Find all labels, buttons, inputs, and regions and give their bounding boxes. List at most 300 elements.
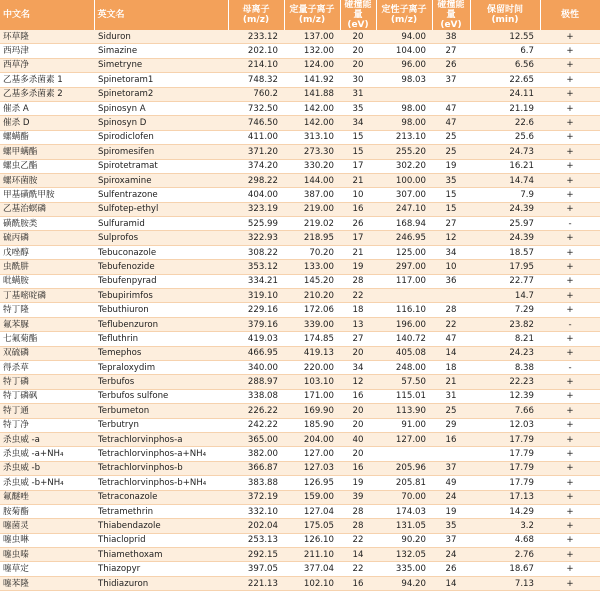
- cell-en-name: Sulfuramid: [94, 217, 228, 231]
- cell-en-name: Spirodiclofen: [94, 130, 228, 144]
- table-row: [0, 289, 600, 303]
- cell-polarity: +: [540, 130, 600, 144]
- cell-retention-time: 8.21: [470, 332, 540, 346]
- table-row: [0, 504, 600, 518]
- cell-en-name: Sulprofos: [94, 231, 228, 245]
- table-row: [0, 418, 600, 432]
- cell-retention-time: 4.68: [470, 533, 540, 547]
- cell-retention-time: 7.13: [470, 576, 540, 590]
- cell-quant-ion: 133.00: [284, 260, 340, 274]
- cell-collision-energy-1: 19: [340, 476, 376, 490]
- table-row: [0, 548, 600, 562]
- cell-retention-time: 12.55: [470, 30, 540, 44]
- cell-qual-ion: 98.00: [376, 101, 432, 115]
- cell-cn-name: 催杀 D: [0, 116, 94, 130]
- cell-collision-energy-2: 14: [432, 346, 470, 360]
- table-row: [0, 533, 600, 547]
- cell-collision-energy-1: 20: [340, 418, 376, 432]
- cell-qual-ion: 98.03: [376, 73, 432, 87]
- cell-collision-energy-2: 26: [432, 562, 470, 576]
- cell-collision-energy-2: 26: [432, 58, 470, 72]
- table-row: [0, 231, 600, 245]
- cell-collision-energy-2: 35: [432, 173, 470, 187]
- cell-collision-energy-1: 17: [340, 159, 376, 173]
- table-row: [0, 360, 600, 374]
- cell-quant-ion: 339.00: [284, 317, 340, 331]
- cell-en-name: Tebuconazole: [94, 245, 228, 259]
- cell-qual-ion: 335.00: [376, 562, 432, 576]
- cell-retention-time: 22.77: [470, 274, 540, 288]
- cell-collision-energy-1: 35: [340, 101, 376, 115]
- cell-polarity: +: [540, 58, 600, 72]
- cell-polarity: +: [540, 116, 600, 130]
- cell-retention-time: 7.66: [470, 404, 540, 418]
- cell-quant-ion: 210.20: [284, 289, 340, 303]
- cell-precursor-ion: 332.10: [228, 504, 284, 518]
- cell-precursor-ion: 419.03: [228, 332, 284, 346]
- cell-collision-energy-2: 38: [432, 30, 470, 44]
- cell-en-name: Terbumeton: [94, 404, 228, 418]
- cell-collision-energy-2: 19: [432, 504, 470, 518]
- cell-qual-ion: [376, 447, 432, 461]
- cell-polarity: +: [540, 576, 600, 590]
- cell-cn-name: 噻草定: [0, 562, 94, 576]
- cell-retention-time: 12.39: [470, 389, 540, 403]
- cell-collision-energy-1: 31: [340, 87, 376, 101]
- cell-en-name: Terbufos: [94, 375, 228, 389]
- cell-collision-energy-2: 36: [432, 274, 470, 288]
- table-row: [0, 145, 600, 159]
- table-row: [0, 447, 600, 461]
- cell-cn-name: 七氟菊酯: [0, 332, 94, 346]
- cell-collision-energy-2: 25: [432, 145, 470, 159]
- cell-precursor-ion: 242.22: [228, 418, 284, 432]
- cell-quant-ion: 103.10: [284, 375, 340, 389]
- cell-quant-ion: 219.02: [284, 217, 340, 231]
- cell-collision-energy-1: 22: [340, 533, 376, 547]
- cell-cn-name: 西玛津: [0, 44, 94, 58]
- cell-polarity: +: [540, 231, 600, 245]
- cell-retention-time: 14.7: [470, 289, 540, 303]
- cell-precursor-ion: 748.32: [228, 73, 284, 87]
- cell-qual-ion: 116.10: [376, 303, 432, 317]
- cell-retention-time: 3.2: [470, 519, 540, 533]
- cell-precursor-ion: 760.2: [228, 87, 284, 101]
- cell-polarity: +: [540, 404, 600, 418]
- cell-precursor-ion: 411.00: [228, 130, 284, 144]
- cell-quant-ion: 219.00: [284, 202, 340, 216]
- cell-retention-time: 7.29: [470, 303, 540, 317]
- cell-polarity: +: [540, 101, 600, 115]
- cell-collision-energy-1: 22: [340, 562, 376, 576]
- cell-qual-ion: 297.00: [376, 260, 432, 274]
- cell-collision-energy-2: 12: [432, 231, 470, 245]
- table-row: [0, 260, 600, 274]
- cell-cn-name: 硫丙磷: [0, 231, 94, 245]
- cell-en-name: Tetrachlorvinphos-a+NH₄: [94, 447, 228, 461]
- cell-precursor-ion: 338.08: [228, 389, 284, 403]
- cell-quant-ion: 137.00: [284, 30, 340, 44]
- cell-retention-time: 6.7: [470, 44, 540, 58]
- cell-collision-energy-1: 13: [340, 317, 376, 331]
- cell-precursor-ion: 214.10: [228, 58, 284, 72]
- cell-retention-time: 22.65: [470, 73, 540, 87]
- cell-qual-ion: 302.20: [376, 159, 432, 173]
- cell-quant-ion: 127.00: [284, 447, 340, 461]
- table-row: [0, 519, 600, 533]
- cell-cn-name: 催杀 A: [0, 101, 94, 115]
- cell-qual-ion: 247.10: [376, 202, 432, 216]
- table-header-row: [0, 0, 600, 30]
- cell-en-name: Spinosyn D: [94, 116, 228, 130]
- cell-en-name: Spiromesifen: [94, 145, 228, 159]
- cell-collision-energy-2: 24: [432, 490, 470, 504]
- cell-collision-energy-2: [432, 87, 470, 101]
- cell-polarity: +: [540, 159, 600, 173]
- cell-precursor-ion: 525.99: [228, 217, 284, 231]
- table-row: [0, 217, 600, 231]
- table-row: [0, 245, 600, 259]
- cell-qual-ion: 94.20: [376, 576, 432, 590]
- cell-qual-ion: 246.95: [376, 231, 432, 245]
- cell-collision-energy-1: 28: [340, 504, 376, 518]
- cell-polarity: +: [540, 533, 600, 547]
- table-row: [0, 188, 600, 202]
- cell-precursor-ion: 746.50: [228, 116, 284, 130]
- table-row: [0, 332, 600, 346]
- cell-retention-time: 6.56: [470, 58, 540, 72]
- cell-polarity: +: [540, 202, 600, 216]
- cell-retention-time: 24.23: [470, 346, 540, 360]
- cell-en-name: Spinosyn A: [94, 101, 228, 115]
- cell-cn-name: 吡螨胺: [0, 274, 94, 288]
- cell-collision-energy-2: 47: [432, 101, 470, 115]
- cell-en-name: Tetrachlorvinphos-a: [94, 432, 228, 446]
- cell-retention-time: 22.23: [470, 375, 540, 389]
- cell-polarity: +: [540, 418, 600, 432]
- cell-en-name: Tefluthrin: [94, 332, 228, 346]
- cell-collision-energy-2: [432, 447, 470, 461]
- cell-retention-time: 17.13: [470, 490, 540, 504]
- cell-polarity: +: [540, 490, 600, 504]
- cell-precursor-ion: 371.20: [228, 145, 284, 159]
- cell-precursor-ion: 226.22: [228, 404, 284, 418]
- cell-collision-energy-2: 29: [432, 418, 470, 432]
- cell-collision-energy-1: 28: [340, 274, 376, 288]
- cell-quant-ion: 419.13: [284, 346, 340, 360]
- cell-cn-name: 甲基磺酰甲胺: [0, 188, 94, 202]
- cell-qual-ion: 96.00: [376, 58, 432, 72]
- cell-en-name: Spirotetramat: [94, 159, 228, 173]
- table-row: [0, 159, 600, 173]
- cell-qual-ion: [376, 87, 432, 101]
- cell-precursor-ion: 233.12: [228, 30, 284, 44]
- cell-qual-ion: 205.81: [376, 476, 432, 490]
- cell-qual-ion: 205.96: [376, 461, 432, 475]
- cell-polarity: +: [540, 548, 600, 562]
- cell-collision-energy-1: 22: [340, 289, 376, 303]
- table-row: [0, 346, 600, 360]
- cell-quant-ion: 204.00: [284, 432, 340, 446]
- cell-collision-energy-1: 20: [340, 30, 376, 44]
- cell-collision-energy-1: 17: [340, 231, 376, 245]
- cell-collision-energy-1: 15: [340, 130, 376, 144]
- cell-qual-ion: 132.05: [376, 548, 432, 562]
- cell-quant-ion: 159.00: [284, 490, 340, 504]
- cell-polarity: +: [540, 504, 600, 518]
- table-row: [0, 317, 600, 331]
- cell-qual-ion: 174.03: [376, 504, 432, 518]
- cell-collision-energy-1: 20: [340, 346, 376, 360]
- cell-precursor-ion: 319.10: [228, 289, 284, 303]
- cell-quant-ion: 172.06: [284, 303, 340, 317]
- cell-collision-energy-1: 18: [340, 303, 376, 317]
- table-row: [0, 173, 600, 187]
- cell-en-name: Simazine: [94, 44, 228, 58]
- cell-polarity: -: [540, 360, 600, 374]
- cell-qual-ion: 94.00: [376, 30, 432, 44]
- cell-polarity: +: [540, 389, 600, 403]
- cell-en-name: Tebufenozide: [94, 260, 228, 274]
- cell-retention-time: 16.21: [470, 159, 540, 173]
- cell-collision-energy-2: 27: [432, 217, 470, 231]
- cell-quant-ion: 220.00: [284, 360, 340, 374]
- cell-collision-energy-1: 34: [340, 360, 376, 374]
- cell-cn-name: 乙基多杀菌素 1: [0, 73, 94, 87]
- cell-en-name: Temephos: [94, 346, 228, 360]
- cell-quant-ion: 273.30: [284, 145, 340, 159]
- cell-qual-ion: 70.00: [376, 490, 432, 504]
- cell-qual-ion: 248.00: [376, 360, 432, 374]
- cell-cn-name: 氟苯脲: [0, 317, 94, 331]
- cell-en-name: Tetrachlorvinphos-b: [94, 461, 228, 475]
- cell-cn-name: 特丁隆: [0, 303, 94, 317]
- cell-cn-name: 杀虫威 -b+NH₄: [0, 476, 94, 490]
- cell-en-name: Thidiazuron: [94, 576, 228, 590]
- cell-polarity: +: [540, 375, 600, 389]
- header-en-name: 英文名: [94, 0, 228, 30]
- cell-retention-time: 8.38: [470, 360, 540, 374]
- cell-cn-name: 乙基多杀菌素 2: [0, 87, 94, 101]
- cell-qual-ion: [376, 289, 432, 303]
- cell-retention-time: 17.79: [470, 476, 540, 490]
- cell-polarity: +: [540, 519, 600, 533]
- cell-polarity: +: [540, 303, 600, 317]
- cell-en-name: Spinetoram1: [94, 73, 228, 87]
- cell-en-name: Sulfentrazone: [94, 188, 228, 202]
- cell-collision-energy-2: 27: [432, 44, 470, 58]
- cell-collision-energy-2: 37: [432, 73, 470, 87]
- cell-qual-ion: 255.20: [376, 145, 432, 159]
- cell-quant-ion: 132.00: [284, 44, 340, 58]
- cell-collision-energy-1: 16: [340, 389, 376, 403]
- cell-collision-energy-2: 37: [432, 533, 470, 547]
- cell-precursor-ion: 732.50: [228, 101, 284, 115]
- table-row: [0, 476, 600, 490]
- cell-polarity: +: [540, 346, 600, 360]
- cell-collision-energy-1: 34: [340, 116, 376, 130]
- cell-collision-energy-1: 21: [340, 245, 376, 259]
- cell-qual-ion: 213.10: [376, 130, 432, 144]
- cell-collision-energy-2: 19: [432, 159, 470, 173]
- cell-collision-energy-1: 16: [340, 461, 376, 475]
- cell-cn-name: 环草隆: [0, 30, 94, 44]
- cell-cn-name: 噻虫嗪: [0, 548, 94, 562]
- cell-retention-time: 24.11: [470, 87, 540, 101]
- cell-en-name: Terbutryn: [94, 418, 228, 432]
- cell-qual-ion: 405.08: [376, 346, 432, 360]
- cell-qual-ion: 91.00: [376, 418, 432, 432]
- cell-retention-time: 2.76: [470, 548, 540, 562]
- cell-cn-name: 虫酰肼: [0, 260, 94, 274]
- cell-cn-name: 螺螨酯: [0, 130, 94, 144]
- cell-cn-name: 丁基嘧啶磷: [0, 289, 94, 303]
- cell-qual-ion: 131.05: [376, 519, 432, 533]
- cell-en-name: Tetrachlorvinphos-b+NH₄: [94, 476, 228, 490]
- cell-quant-ion: 126.10: [284, 533, 340, 547]
- cell-precursor-ion: 323.19: [228, 202, 284, 216]
- cell-en-name: Thiamethoxam: [94, 548, 228, 562]
- cell-retention-time: 25.6: [470, 130, 540, 144]
- cell-cn-name: 胺菊酯: [0, 504, 94, 518]
- cell-polarity: +: [540, 44, 600, 58]
- cell-en-name: Simetryne: [94, 58, 228, 72]
- cell-collision-energy-2: 10: [432, 260, 470, 274]
- cell-precursor-ion: 288.97: [228, 375, 284, 389]
- cell-quant-ion: 185.90: [284, 418, 340, 432]
- cell-qual-ion: 125.00: [376, 245, 432, 259]
- cell-collision-energy-1: 10: [340, 188, 376, 202]
- cell-qual-ion: 115.01: [376, 389, 432, 403]
- cell-collision-energy-2: 25: [432, 404, 470, 418]
- cell-precursor-ion: 298.22: [228, 173, 284, 187]
- table-row: [0, 73, 600, 87]
- cell-precursor-ion: 292.15: [228, 548, 284, 562]
- cell-qual-ion: 113.90: [376, 404, 432, 418]
- cell-qual-ion: 90.20: [376, 533, 432, 547]
- cell-polarity: +: [540, 476, 600, 490]
- cell-en-name: Thiabendazole: [94, 519, 228, 533]
- cell-collision-energy-2: 16: [432, 432, 470, 446]
- cell-polarity: +: [540, 73, 600, 87]
- cell-polarity: +: [540, 30, 600, 44]
- cell-en-name: Thiazopyr: [94, 562, 228, 576]
- cell-polarity: +: [540, 432, 600, 446]
- cell-retention-time: 17.79: [470, 447, 540, 461]
- cell-retention-time: 21.19: [470, 101, 540, 115]
- cell-en-name: Tebupirimfos: [94, 289, 228, 303]
- cell-quant-ion: 387.00: [284, 188, 340, 202]
- header-retention-time: 保留时间 (min): [470, 0, 540, 30]
- cell-collision-energy-1: 16: [340, 576, 376, 590]
- cell-qual-ion: 168.94: [376, 217, 432, 231]
- cell-en-name: Terbufos sulfone: [94, 389, 228, 403]
- cell-precursor-ion: 253.13: [228, 533, 284, 547]
- cell-precursor-ion: 229.16: [228, 303, 284, 317]
- cell-retention-time: 7.9: [470, 188, 540, 202]
- header-polarity: 极性: [540, 0, 600, 30]
- header-cn-name: 中文名: [0, 0, 94, 30]
- cell-en-name: Sulfotep-ethyl: [94, 202, 228, 216]
- cell-polarity: +: [540, 87, 600, 101]
- cell-collision-energy-2: 18: [432, 360, 470, 374]
- cell-quant-ion: 313.10: [284, 130, 340, 144]
- header-collision-energy-2: 碰撞能量 (eV): [432, 0, 470, 30]
- header-collision-energy-1: 碰撞能量 (eV): [340, 0, 376, 30]
- cell-en-name: Thiacloprid: [94, 533, 228, 547]
- cell-polarity: +: [540, 274, 600, 288]
- cell-en-name: Spinetoram2: [94, 87, 228, 101]
- cell-precursor-ion: 308.22: [228, 245, 284, 259]
- cell-retention-time: 24.39: [470, 231, 540, 245]
- cell-collision-energy-2: 49: [432, 476, 470, 490]
- cell-en-name: Siduron: [94, 30, 228, 44]
- cell-precursor-ion: 404.00: [228, 188, 284, 202]
- cell-precursor-ion: 340.00: [228, 360, 284, 374]
- cell-cn-name: 乙基治螟磷: [0, 202, 94, 216]
- cell-collision-energy-2: 15: [432, 188, 470, 202]
- table-row: [0, 303, 600, 317]
- cell-cn-name: 戊唑醇: [0, 245, 94, 259]
- cell-quant-ion: 330.20: [284, 159, 340, 173]
- cell-cn-name: 螺环菌胺: [0, 173, 94, 187]
- table-row: [0, 30, 600, 44]
- cell-cn-name: 特丁通: [0, 404, 94, 418]
- cell-polarity: +: [540, 245, 600, 259]
- cell-qual-ion: 117.00: [376, 274, 432, 288]
- cell-collision-energy-2: 22: [432, 317, 470, 331]
- cell-polarity: +: [540, 260, 600, 274]
- cell-collision-energy-1: 30: [340, 73, 376, 87]
- cell-cn-name: 螺甲螨酯: [0, 145, 94, 159]
- table-row: [0, 101, 600, 115]
- cell-collision-energy-2: 31: [432, 389, 470, 403]
- cell-quant-ion: 70.20: [284, 245, 340, 259]
- cell-cn-name: 噻虫啉: [0, 533, 94, 547]
- cell-qual-ion: 196.00: [376, 317, 432, 331]
- cell-collision-energy-1: 28: [340, 519, 376, 533]
- cell-polarity: +: [540, 332, 600, 346]
- cell-collision-energy-2: 35: [432, 519, 470, 533]
- cell-quant-ion: 169.90: [284, 404, 340, 418]
- cell-quant-ion: 171.00: [284, 389, 340, 403]
- header-qual-ion: 定性子离子 (m/z): [376, 0, 432, 30]
- cell-precursor-ion: 221.13: [228, 576, 284, 590]
- cell-polarity: +: [540, 447, 600, 461]
- cell-retention-time: 24.73: [470, 145, 540, 159]
- cell-quant-ion: 175.05: [284, 519, 340, 533]
- cell-collision-energy-2: 25: [432, 130, 470, 144]
- cell-precursor-ion: 334.21: [228, 274, 284, 288]
- cell-retention-time: 18.67: [470, 562, 540, 576]
- cell-collision-energy-2: 47: [432, 116, 470, 130]
- cell-en-name: Tebuthiuron: [94, 303, 228, 317]
- cell-cn-name: 特丁磷: [0, 375, 94, 389]
- cell-collision-energy-2: 28: [432, 303, 470, 317]
- cell-collision-energy-1: 39: [340, 490, 376, 504]
- cell-cn-name: 螺虫乙酯: [0, 159, 94, 173]
- table-row: [0, 389, 600, 403]
- cell-cn-name: 杀虫威 -a: [0, 432, 94, 446]
- table-row: [0, 116, 600, 130]
- cell-precursor-ion: 365.00: [228, 432, 284, 446]
- cell-polarity: +: [540, 188, 600, 202]
- cell-collision-energy-1: 40: [340, 432, 376, 446]
- cell-quant-ion: 102.10: [284, 576, 340, 590]
- cell-qual-ion: 127.00: [376, 432, 432, 446]
- table-row: [0, 461, 600, 475]
- cell-precursor-ion: 374.20: [228, 159, 284, 173]
